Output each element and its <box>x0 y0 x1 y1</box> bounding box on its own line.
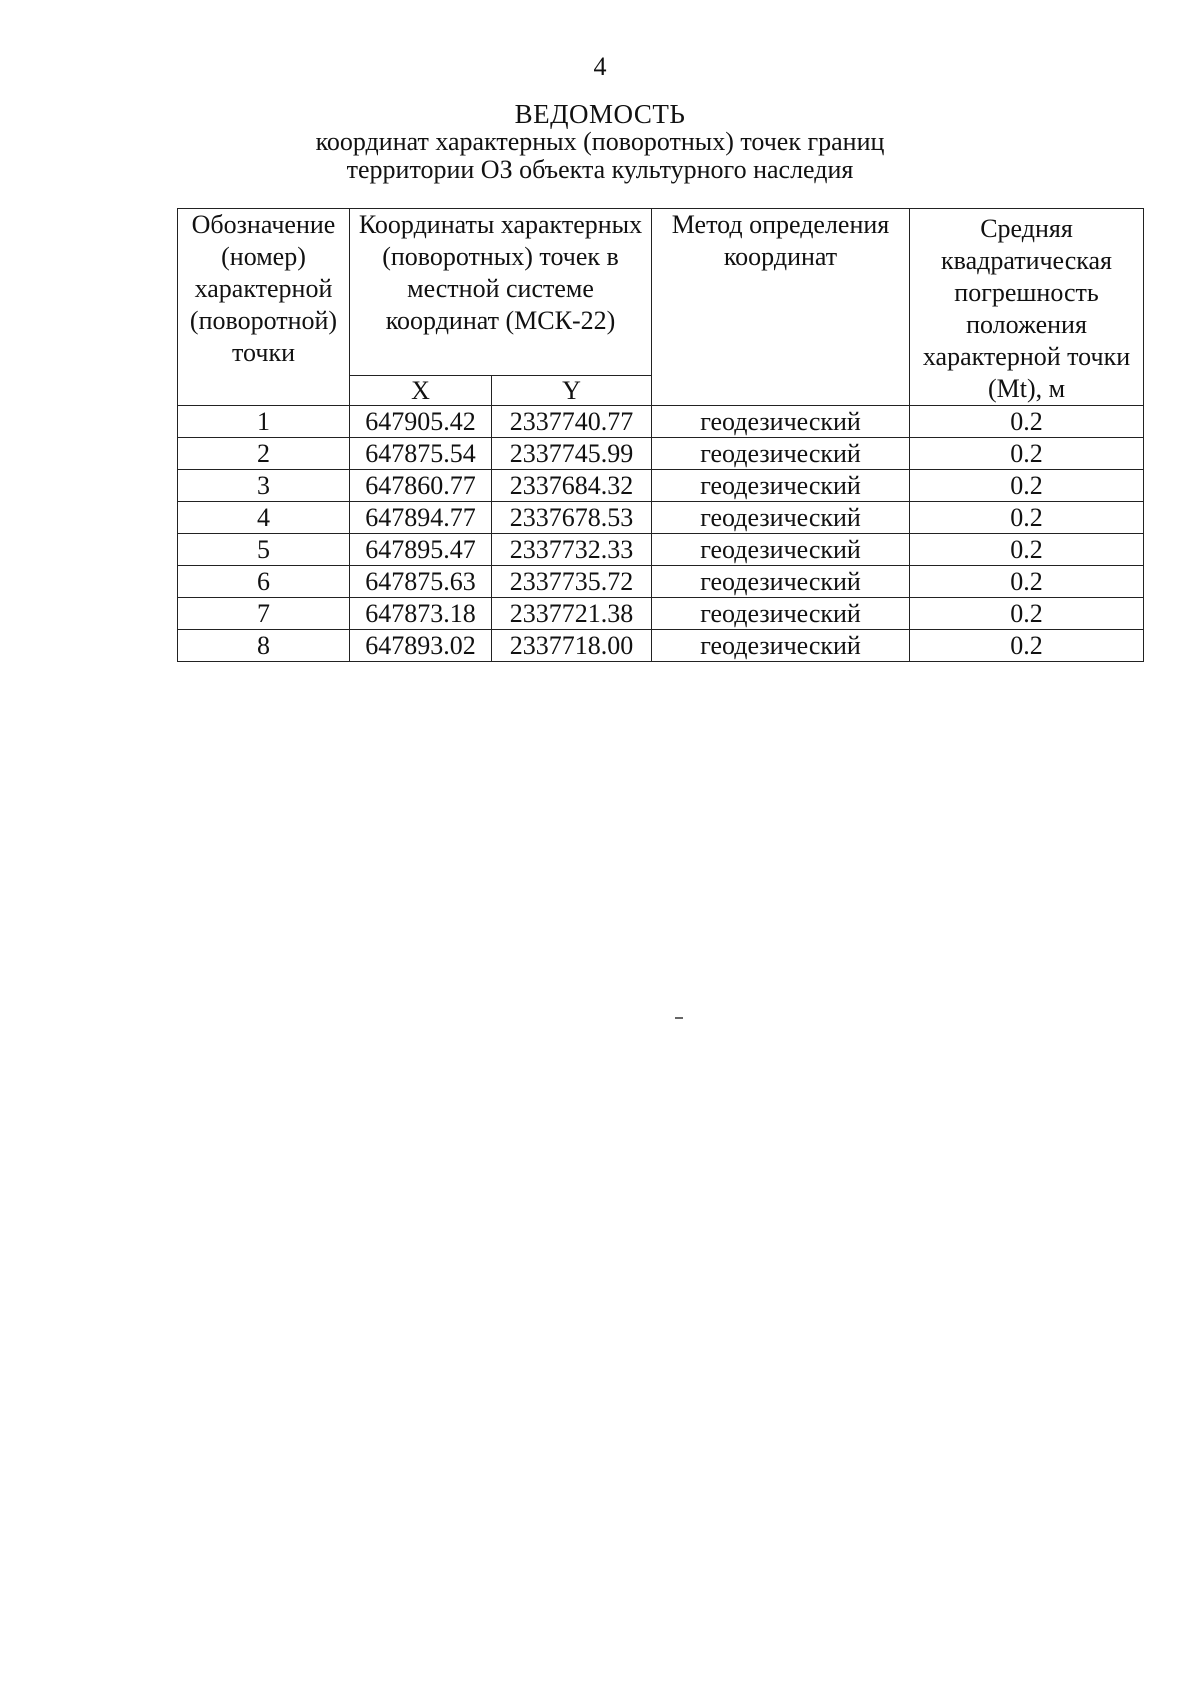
cell-error: 0.2 <box>910 470 1144 502</box>
title-block <box>0 100 1200 184</box>
cell-point-number: 4 <box>178 502 350 534</box>
cell-y: 2337740.77 <box>492 406 652 438</box>
cell-y: 2337735.72 <box>492 566 652 598</box>
header-designation: Обозначение (номер) характерной (поворотной) точки <box>178 209 350 406</box>
header-x: X <box>350 376 492 406</box>
cell-error: 0.2 <box>910 438 1144 470</box>
header-error: Средняя квадратическая погрешность положения характерной точки (Mt), м <box>910 209 1144 406</box>
table-row <box>178 534 1144 566</box>
cell-method: геодезический <box>652 470 910 502</box>
cell-point-number: 7 <box>178 598 350 630</box>
cell-x: 647875.54 <box>350 438 492 470</box>
header-y: Y <box>492 376 652 406</box>
cell-x: 647860.77 <box>350 470 492 502</box>
header-method: Метод определения координат <box>652 209 910 406</box>
page-number: 4 <box>593 52 607 81</box>
cell-method: геодезический <box>652 630 910 662</box>
cell-method: геодезический <box>652 598 910 630</box>
cell-error: 0.2 <box>910 630 1144 662</box>
subtitle-line-1: координат характерных (поворотных) точек границ <box>315 127 885 156</box>
table-row <box>178 406 1144 438</box>
cell-error: 0.2 <box>910 406 1144 438</box>
table-row <box>178 438 1144 470</box>
table-row <box>178 566 1144 598</box>
cell-point-number: 8 <box>178 630 350 662</box>
cell-point-number: 6 <box>178 566 350 598</box>
table-header-row <box>178 209 1144 376</box>
cell-error: 0.2 <box>910 534 1144 566</box>
cell-x: 647873.18 <box>350 598 492 630</box>
cell-y: 2337718.00 <box>492 630 652 662</box>
table-row <box>178 502 1144 534</box>
cell-point-number: 3 <box>178 470 350 502</box>
cell-method: геодезический <box>652 406 910 438</box>
cell-error: 0.2 <box>910 502 1144 534</box>
cell-y: 2337732.33 <box>492 534 652 566</box>
scan-mark <box>675 1017 683 1019</box>
cell-error: 0.2 <box>910 566 1144 598</box>
cell-x: 647895.47 <box>350 534 492 566</box>
cell-x: 647894.77 <box>350 502 492 534</box>
table-row <box>178 630 1144 662</box>
cell-method: геодезический <box>652 566 910 598</box>
header-coordinates: Координаты характерных (поворотных) точек в местной системе координат (МСК-22) <box>350 209 652 376</box>
cell-method: геодезический <box>652 502 910 534</box>
subtitle-line-2: территории ОЗ объекта культурного наследия <box>346 155 854 184</box>
cell-x: 647893.02 <box>350 630 492 662</box>
coordinates-table <box>177 208 1144 662</box>
cell-y: 2337684.32 <box>492 470 652 502</box>
cell-method: геодезический <box>652 534 910 566</box>
cell-error: 0.2 <box>910 598 1144 630</box>
cell-y: 2337721.38 <box>492 598 652 630</box>
table-row <box>178 598 1144 630</box>
cell-method: геодезический <box>652 438 910 470</box>
document-title: ВЕДОМОСТЬ <box>514 99 686 129</box>
cell-point-number: 1 <box>178 406 350 438</box>
table-row <box>178 470 1144 502</box>
cell-y: 2337745.99 <box>492 438 652 470</box>
cell-x: 647875.63 <box>350 566 492 598</box>
cell-point-number: 2 <box>178 438 350 470</box>
cell-y: 2337678.53 <box>492 502 652 534</box>
cell-point-number: 5 <box>178 534 350 566</box>
cell-x: 647905.42 <box>350 406 492 438</box>
